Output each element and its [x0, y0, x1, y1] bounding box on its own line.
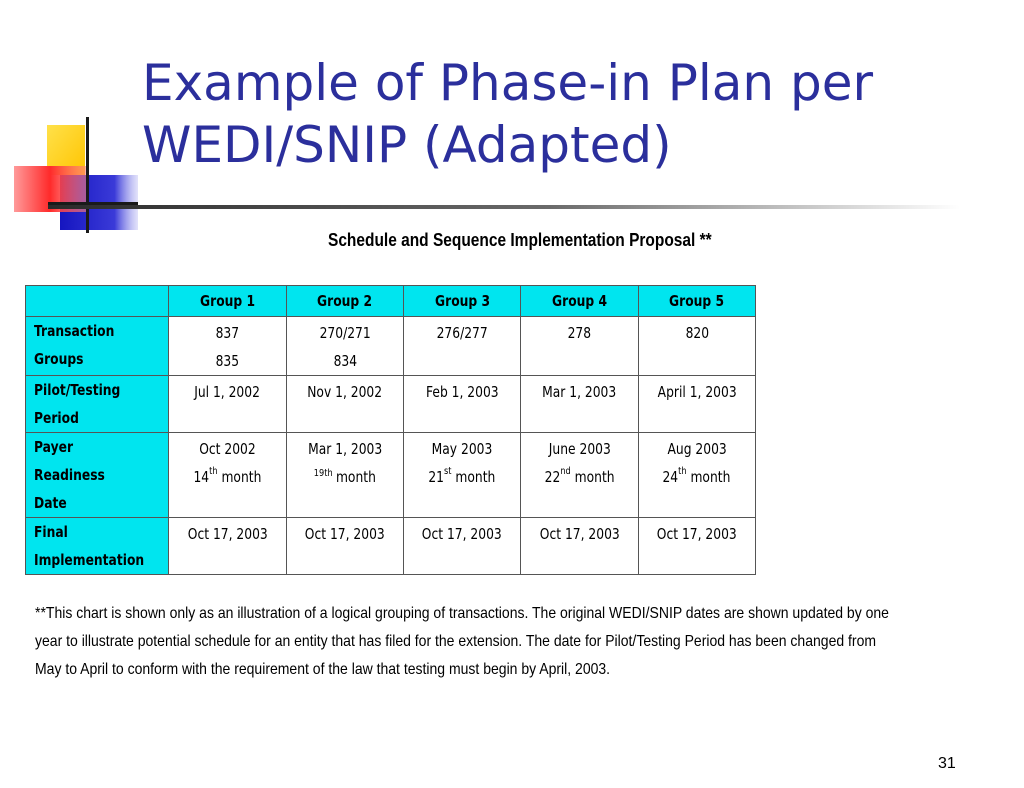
header-group-2: Group 2 [286, 286, 403, 317]
phase-in-table [25, 285, 756, 575]
slide-logo-icon [0, 0, 140, 240]
cell-final-group-2: Oct 17, 2003 [286, 518, 403, 575]
cell-final-group-3: Oct 17, 2003 [404, 518, 521, 575]
table-caption: Schedule and Sequence Implementation Proposal ** [328, 230, 712, 250]
slide-title [142, 52, 1002, 176]
table-row-transaction-groups [26, 317, 756, 376]
header-corner [26, 286, 169, 317]
cell-payer-group-1: Oct 2002 14th month [169, 433, 286, 518]
header-group-3: Group 3 [404, 286, 521, 317]
cell-pilot-group-5: April 1, 2003 [638, 376, 755, 433]
footnote [35, 600, 1015, 684]
cell-payer-group-3: May 2003 21st month [404, 433, 521, 518]
table-row-pilot-testing [26, 376, 756, 433]
cell-payer-group-2: Mar 1, 2003 $^{19th}$ month [286, 433, 403, 518]
table-row-payer-readiness [26, 433, 756, 518]
row-label-transaction-groups: Transaction Groups [26, 317, 169, 376]
row-label-pilot-testing: Pilot/Testing Period [26, 376, 169, 433]
cell-transaction-group-2: 270/271 834 [286, 317, 403, 376]
footnote-line-1: **This chart is shown only as an illustration of a logical grouping of transactions. The original WEDI/SNIP dates are shown updated by one [35, 605, 889, 622]
row-label-final-implementation: Final Implementation [26, 518, 169, 575]
cell-pilot-group-3: Feb 1, 2003 [404, 376, 521, 433]
header-group-4: Group 4 [521, 286, 638, 317]
cell-payer-group-5: Aug 2003 24th month [638, 433, 755, 518]
cell-final-group-5: Oct 17, 2003 [638, 518, 755, 575]
footnote-line-2: year to illustrate potential schedule for an entity that has filed for the extension. The date for Pilot/Testing Period has been changed from [35, 633, 877, 650]
cell-pilot-group-4: Mar 1, 2003 [521, 376, 638, 433]
cell-pilot-group-1: Jul 1, 2002 [169, 376, 286, 433]
title-line-1: Example of Phase-in Plan per [142, 54, 874, 112]
row-label-payer-readiness: Payer Readiness Date [26, 433, 169, 518]
table-header-row [26, 286, 756, 317]
page-number: 31 [938, 755, 956, 772]
cell-final-group-4: Oct 17, 2003 [521, 518, 638, 575]
cell-payer-group-4: June 2003 22nd month [521, 433, 638, 518]
title-line-2: WEDI/SNIP (Adapted) [142, 116, 672, 174]
cell-transaction-group-3: 276/277 [404, 317, 521, 376]
footnote-line-3: May to April to conform with the requirement of the law that testing must begin by April, 2003. [35, 661, 611, 678]
cell-transaction-group-5: 820 [638, 317, 755, 376]
header-group-5: Group 5 [638, 286, 755, 317]
table-row-final-implementation [26, 518, 756, 575]
cell-transaction-group-1: 837 835 [169, 317, 286, 376]
header-group-1: Group 1 [169, 286, 286, 317]
cell-final-group-1: Oct 17, 2003 [169, 518, 286, 575]
title-divider [48, 205, 960, 209]
cell-pilot-group-2: Nov 1, 2002 [286, 376, 403, 433]
cell-transaction-group-4: 278 [521, 317, 638, 376]
